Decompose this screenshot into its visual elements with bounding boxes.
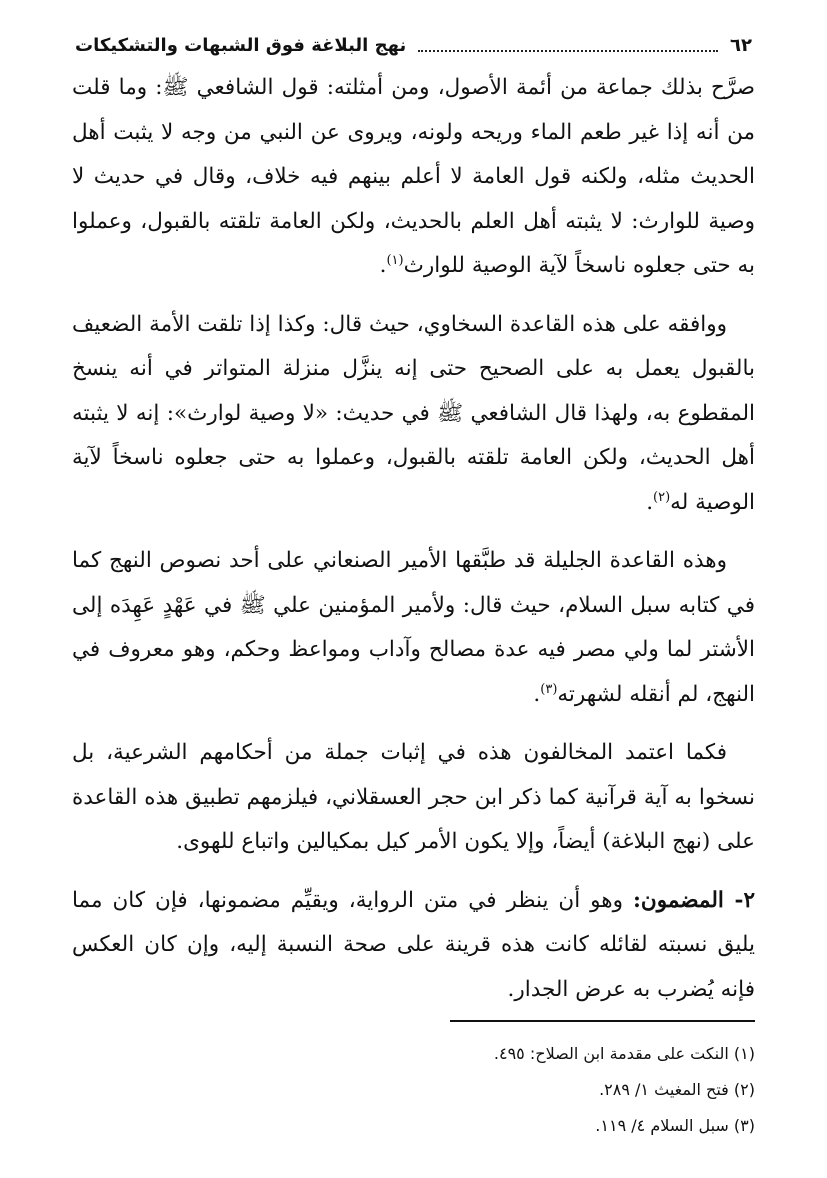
footnotes (300, 1036, 755, 1144)
paragraph-3-end: . (533, 681, 541, 707)
paragraph-1 (72, 66, 755, 289)
paragraph-3 (72, 539, 755, 717)
footnote-2: (٢) فتح المغيث ١/ ٢٨٩. (599, 1080, 755, 1099)
paragraph-2 (72, 303, 755, 526)
footnote-separator (450, 1020, 755, 1022)
footnote-ref-1[interactable]: (١) (386, 252, 404, 268)
paragraph-5-text: وهو أن ينظر في متن الرواية، ويقيِّم مضمونها، فإن كان مما يليق نسبته لقائله كانت هذه قرينة على صحة النسبة إليه، وإن كان العكس فإنه يُضرب به عرض الجدار. (72, 887, 755, 1002)
paragraph-4 (72, 731, 755, 865)
paragraph-2-text: ووافقه على هذه القاعدة السخاوي، حيث قال: وكذا إذا تلقت الأمة الضعيف بالقبول يعمل به على الصحيح حتى إنه ينزَّل منزلة المتواتر في أنه ينسخ المقطوع به، ولهذا قال الشافعي ﷺ في حديث: «لا وصية لوارث»: إنه لا يثبته أهل الحديث، ولكن العامة تلقته بالقبول، وعملوا به حتى جعلوه ناسخاً لآية الوصية له (72, 311, 755, 515)
footnote-3: (٣) سبل السلام ٤/ ١١٩. (595, 1116, 755, 1135)
paragraph-1-end: . (379, 253, 387, 278)
page-number: ٦٢ (730, 34, 752, 56)
footnote-ref-3[interactable]: (٣) (540, 681, 558, 697)
paragraph-1-text: صرَّح بذلك جماعة من أئمة الأصول، ومن أمثلته: قول الشافعي ﷺ: وما قلت من أنه إذا غير طعم الماء وريحه ولونه، ويروى عن النبي من وجه لا يثبت أهل الحديث مثله، ولكنه قول العامة لا أعلم بينهم فيه خلاف، وقال في حديث لا وصية للوارث: لا يثبته أهل العلم بالحديث، ولكن العامة تلقته بالقبول، وعملوا به حتى جعلوه ناسخاً لآية الوصية للوارث (72, 75, 755, 278)
header-dot-leader (418, 50, 718, 52)
page-header (75, 30, 752, 60)
running-title: نهج البلاغة فوق الشبهات والتشكيكات (75, 34, 407, 56)
paragraph-4-text: فكما اعتمد المخالفون هذه في إثبات جملة من أحكامهم الشرعية، بل نسخوا به آية قرآنية كما ذكر ابن حجر العسقلاني، فيلزمهم تطبيق هذه القاعدة على (نهج البلاغة) أيضاً، وإلا يكون الأمر كيل بمكيالين واتباع للهوى. (72, 740, 755, 854)
section-label: ٢- المضمون: (633, 887, 755, 913)
main-text (72, 66, 755, 1026)
paragraph-2-end: . (646, 489, 654, 515)
paragraph-3-text: وهذه القاعدة الجليلة قد طبَّقها الأمير الصنعاني على أحد نصوص النهج كما في كتابه سبل السلام، حيث قال: ولأمير المؤمنين علي ﷺ في عَهْدٍ عَهِدَه إلى الأشتر لما ولي مصر فيه عدة مصالح وآداب ومواعظ وحكم، وهو معروف في النهج، لم أنقله لشهرته (72, 548, 755, 707)
footnote-ref-2[interactable]: (٢) (653, 489, 671, 505)
paragraph-5 (72, 879, 755, 1013)
footnote-1: (١) النكت على مقدمة ابن الصلاح: ٤٩٥. (493, 1044, 755, 1063)
